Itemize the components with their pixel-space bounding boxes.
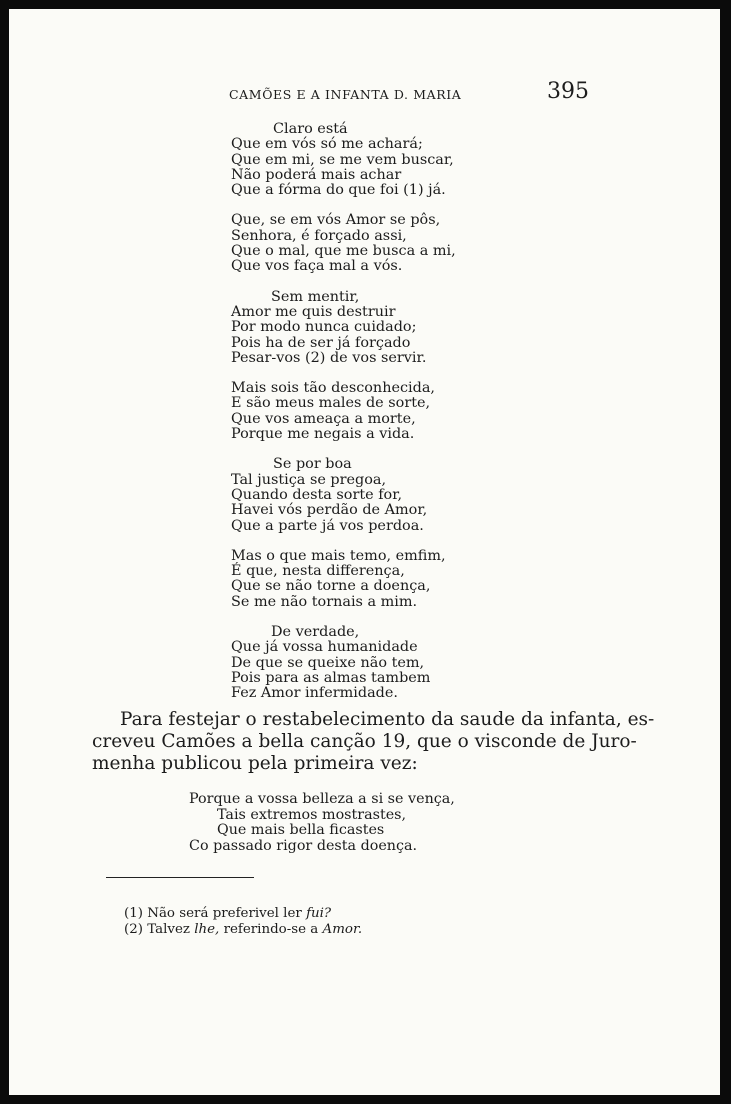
poem-line: Se por boa (273, 456, 352, 473)
running-title: CAMÕES E A INFANTA D. MARIA (229, 87, 462, 102)
footnote-1 (124, 906, 362, 922)
poem-line: Senhora, é forçado assi, (231, 227, 407, 244)
poem-stanza (231, 290, 456, 366)
poem-line: Fez Amor infermidade. (231, 685, 398, 702)
footnote-term: lhe, (194, 922, 220, 937)
quote-line: Co passado rigor desta doença. (189, 838, 418, 855)
quoted-verse (189, 792, 455, 855)
poem-line: De verdade, (271, 624, 360, 641)
poem-line: Claro está (273, 121, 348, 137)
poem-line: Que, se em vós Amor se pôs, (231, 212, 441, 229)
footnote-2 (124, 922, 362, 938)
poem-stanza (231, 549, 456, 610)
poem-line: Que vos faça mal a vós. (231, 258, 403, 275)
poem-line: Porque me negais a vida. (231, 426, 415, 443)
poem-line: Mais sois tão desconhecida, (231, 380, 436, 397)
poem-line: Que vos ameaça a morte, (231, 410, 416, 427)
footnote-text: referindo-se a (223, 922, 319, 937)
footnote-term: Amor. (322, 922, 363, 937)
poem-line: Que se não torne a doença, (231, 578, 431, 595)
poem-line: Havei vós perdão de Amor, (231, 502, 428, 519)
poem-line: É que, nesta differença, (231, 563, 405, 580)
poem-line: Pois ha de ser já forçado (231, 334, 411, 351)
paragraph-line: Para festejar o restabelecimento da saude da infanta, es- (120, 709, 655, 730)
poem-line: E são meus males de sorte, (231, 395, 431, 412)
poem (231, 122, 456, 717)
paragraph-line: creveu Camões a bella canção 19, que o visconde de Juro- (92, 731, 637, 752)
poem-line: Por modo nunca cuidado; (231, 319, 417, 336)
poem-line: Tal justiça se pregoa, (231, 471, 387, 488)
quote-line: Tais extremos mostrastes, (217, 806, 407, 823)
page-number: 395 (547, 79, 589, 104)
footnote-text: Talvez (147, 922, 190, 937)
footnote-marker: (2) (124, 922, 143, 937)
poem-stanza (231, 122, 456, 198)
poem-line: Que a parte já vos perdoa. (231, 517, 424, 534)
poem-line: Quando desta sorte for, (231, 486, 403, 503)
poem-line: Não poderá mais achar (231, 166, 402, 183)
poem-line: Mas o que mais temo, emfim, (231, 547, 446, 564)
quote-line: Porque a vossa belleza a si se vença, (189, 791, 455, 807)
poem-line: Pesar-vos (2) de vos servir. (231, 349, 427, 366)
poem-line: Sem mentir, (271, 288, 360, 305)
poem-line: Que em vós só me achará; (231, 136, 423, 153)
poem-stanza (231, 625, 456, 701)
footnote-text: Não será preferivel ler (147, 906, 302, 921)
poem-stanza (231, 213, 456, 274)
poem-stanza (231, 381, 456, 442)
poem-line: Que o mal, que me busca a mi, (231, 243, 456, 260)
body-paragraph (92, 709, 655, 775)
poem-line: Amor me quis destruir (231, 303, 396, 320)
footnote-marker: (1) (124, 906, 143, 921)
footnote-term: fui? (306, 906, 332, 921)
poem-line: Pois para as almas tambem (231, 669, 431, 686)
poem-line: Que já vossa humanidade (231, 639, 418, 656)
poem-line: Que em mi, se me vem buscar, (231, 151, 454, 168)
paragraph-line: menha publicou pela primeira vez: (92, 753, 418, 774)
poem-line: De que se queixe não tem, (231, 654, 425, 671)
poem-line: Que a fórma do que foi (1) já. (231, 182, 446, 199)
footnote-divider (106, 877, 254, 878)
poem-line: Se me não tornais a mim. (231, 593, 418, 610)
book-page (9, 9, 720, 1095)
footnotes (124, 906, 362, 938)
poem-stanza (231, 457, 456, 533)
quote-line: Que mais bella ficastes (217, 822, 385, 839)
